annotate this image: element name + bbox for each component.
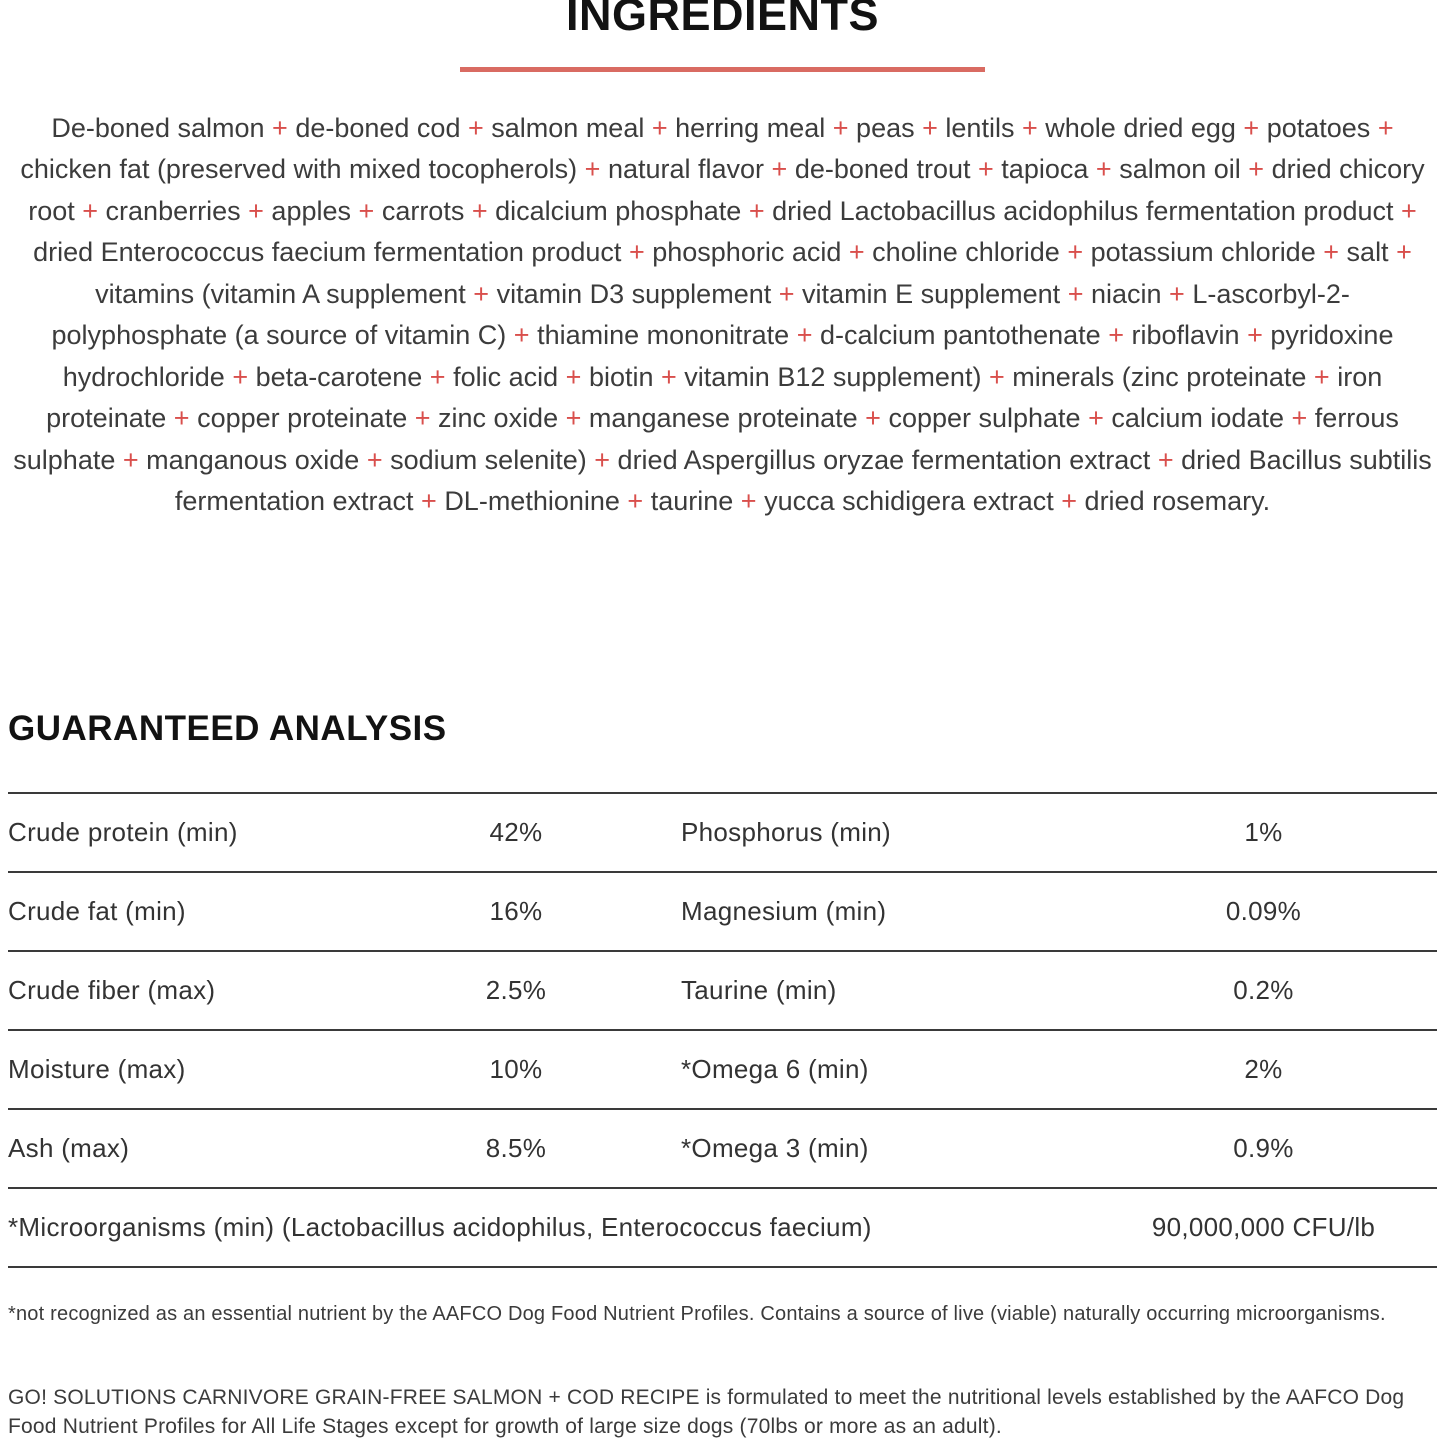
ingredient-item: de-boned trout — [794, 154, 971, 185]
plus-separator: + — [1169, 278, 1185, 309]
ingredient-item: iron proteinate — [46, 361, 1383, 434]
nutrient-value: 10% — [489, 1053, 543, 1084]
ingredient-item: taurine — [650, 486, 734, 517]
ingredient-item: potatoes — [1266, 112, 1371, 143]
ingredient-item: choline chloride — [872, 237, 1060, 268]
ingredient-item: yucca schidigera extract — [764, 486, 1054, 517]
plus-separator: + — [848, 237, 865, 268]
nutrient-value: 90,000,000 CFU/lb — [1151, 1211, 1376, 1242]
ingredient-item: dried Bacillus subtilis fermentation extract — [174, 444, 1432, 517]
nutrient-label: Taurine (min) — [681, 974, 837, 1005]
ingredient-item: dried rosemary. — [1084, 486, 1271, 517]
ingredient-item: dried Aspergillus oryzae fermentation extract — [617, 444, 1151, 475]
plus-separator: + — [82, 195, 99, 226]
plus-separator: + — [1108, 320, 1124, 351]
ingredient-item: salmon oil — [1119, 154, 1241, 185]
ingredient-item: biotin — [588, 361, 654, 392]
plus-separator: + — [740, 486, 757, 517]
plus-separator: + — [1396, 237, 1412, 268]
ingredient-item: potassium chloride — [1090, 237, 1316, 268]
nutrient-value: 0.9% — [1233, 1132, 1294, 1163]
ingredient-item: carrots — [381, 195, 465, 226]
ingredient-item: sodium selenite) — [390, 444, 587, 475]
ingredient-item: L-ascorbyl-2-polyphosphate (a source of vitamin C) — [51, 278, 1350, 351]
nutrient-label: Magnesium (min) — [681, 895, 887, 926]
ingredient-item: manganous oxide — [146, 444, 360, 475]
nutrient-value: 2.5% — [485, 974, 547, 1005]
plus-separator: + — [978, 154, 994, 185]
plus-separator: + — [467, 112, 484, 143]
ingredient-item: De-boned salmon — [51, 112, 265, 143]
guaranteed-analysis-table — [8, 792, 1437, 1268]
aafco-statement: GO! SOLUTIONS CARNIVORE GRAIN-FREE SALMON + COD RECIPE is formulated to meet the nutritional levels established by the AAFCO Dog Food Nutrient Profiles for All Life Stages except for growth of large size dogs (70lbs or more as an adult). — [8, 1385, 1405, 1438]
plus-separator: + — [1088, 403, 1104, 434]
ingredient-item: whole dried egg — [1045, 112, 1236, 143]
plus-separator: + — [1313, 361, 1330, 392]
analysis-row-microorganisms — [8, 1187, 1437, 1266]
plus-separator: + — [421, 486, 437, 517]
plus-separator: + — [565, 361, 582, 392]
ingredient-item: peas — [856, 112, 915, 143]
plus-separator: + — [771, 154, 788, 185]
nutrient-label: Crude fiber (max) — [8, 974, 216, 1005]
nutrient-label: Phosphorus (min) — [681, 816, 891, 847]
ingredients-title: INGREDIENTS — [565, 0, 880, 40]
ingredient-item: salmon meal — [491, 112, 645, 143]
plus-separator: + — [173, 403, 190, 434]
plus-separator: + — [122, 444, 139, 475]
plus-separator: + — [473, 278, 490, 309]
plus-separator: + — [272, 112, 288, 143]
nutrient-label: Crude fat (min) — [8, 895, 186, 926]
ingredient-item: calcium iodate — [1111, 403, 1284, 434]
plus-separator: + — [471, 195, 488, 226]
ingredient-item: copper sulphate — [888, 403, 1081, 434]
plus-separator: + — [628, 237, 645, 268]
plus-separator: + — [748, 195, 765, 226]
plus-separator: + — [232, 361, 249, 392]
plus-separator: + — [1157, 444, 1174, 475]
plus-separator: + — [651, 112, 668, 143]
ingredient-item: salt — [1346, 237, 1389, 268]
nutrient-value: 16% — [489, 895, 543, 926]
ingredient-item: lentils — [945, 112, 1015, 143]
ingredient-item: minerals (zinc proteinate — [1012, 361, 1307, 392]
analysis-row — [8, 871, 1437, 950]
guaranteed-analysis-title: GUARANTEED ANALYSIS — [8, 708, 447, 748]
nutrient-value: 42% — [489, 816, 543, 847]
nutrient-value: 1% — [1244, 816, 1283, 847]
nutrient-label: *Omega 3 (min) — [681, 1132, 869, 1163]
plus-separator: + — [1021, 112, 1038, 143]
plus-separator: + — [594, 444, 611, 475]
plus-separator: + — [922, 112, 938, 143]
ingredient-item: vitamins (vitamin A supplement — [95, 278, 466, 309]
ingredient-item: cranberries — [105, 195, 241, 226]
ingredient-item: tapioca — [1001, 154, 1089, 185]
nutrient-value: 8.5% — [485, 1132, 547, 1163]
plus-separator: + — [778, 278, 795, 309]
ingredient-item: de-boned cod — [295, 112, 461, 143]
plus-separator: + — [1291, 403, 1308, 434]
analysis-row — [8, 792, 1437, 871]
plus-separator: + — [366, 444, 383, 475]
plus-separator: + — [865, 403, 881, 434]
nutrient-value: 0.09% — [1225, 895, 1302, 926]
plus-separator: + — [1401, 195, 1417, 226]
analysis-footnote: *not recognized as an essential nutrient by the AAFCO Dog Food Nutrient Profiles. Contains a source of live (viable) naturally occurring microorganisms. — [8, 1302, 1386, 1325]
ingredient-item: apples — [271, 195, 351, 226]
ingredient-item: manganese proteinate — [588, 403, 858, 434]
ingredient-item: herring meal — [675, 112, 826, 143]
nutrient-label: *Microorganisms (min) (Lactobacillus acidophilus, Enterococcus faecium) — [8, 1211, 872, 1242]
ingredient-item: zinc oxide — [438, 403, 559, 434]
title-underline-rule — [460, 67, 985, 72]
ingredient-item: riboflavin — [1131, 320, 1240, 351]
nutrient-label: Crude protein (min) — [8, 816, 238, 847]
plus-separator: + — [1067, 237, 1084, 268]
ingredient-item: dried chicory root — [28, 154, 1425, 226]
ingredient-item: dried Lactobacillus acidophilus fermentation product — [772, 195, 1394, 226]
ingredient-item: folic acid — [453, 361, 559, 392]
ingredients-paragraph — [8, 108, 1437, 523]
ingredient-item: vitamin D3 supplement — [496, 278, 772, 309]
plus-separator: + — [414, 403, 431, 434]
ingredient-item: chicken fat (preserved with mixed tocopherols) — [20, 154, 578, 185]
ingredient-item: dicalcium phosphate — [495, 195, 742, 226]
ingredient-item: niacin — [1090, 278, 1162, 309]
nutrient-label: *Omega 6 (min) — [681, 1053, 869, 1084]
nutrient-value: 0.2% — [1233, 974, 1294, 1005]
nutrient-label: Ash (max) — [8, 1132, 130, 1163]
plus-separator: + — [565, 403, 582, 434]
ingredient-item: vitamin B12 supplement) — [684, 361, 982, 392]
plus-separator: + — [1377, 112, 1394, 143]
plus-separator: + — [1248, 154, 1265, 185]
plus-separator: + — [1243, 112, 1260, 143]
plus-separator: + — [661, 361, 677, 392]
plus-separator: + — [796, 320, 813, 351]
ingredient-item: dried Enterococcus faecium fermentation product — [33, 237, 622, 268]
ingredient-item: vitamin E supplement — [802, 278, 1061, 309]
ingredient-item: copper proteinate — [197, 403, 408, 434]
plus-separator: + — [584, 154, 601, 185]
analysis-row — [8, 950, 1437, 1029]
plus-separator: + — [1067, 278, 1084, 309]
ingredient-item: DL-methionine — [444, 486, 620, 517]
analysis-row — [8, 1108, 1437, 1187]
ingredient-item: natural flavor — [607, 154, 765, 185]
analysis-row — [8, 1029, 1437, 1108]
plus-separator: + — [1095, 154, 1112, 185]
plus-separator: + — [988, 361, 1005, 392]
plus-separator: + — [1061, 486, 1078, 517]
plus-separator: + — [358, 195, 375, 226]
nutrient-label: Moisture (max) — [8, 1053, 186, 1084]
ingredient-item: thiamine mononitrate — [537, 320, 790, 351]
plus-separator: + — [248, 195, 264, 226]
ingredient-item: beta-carotene — [255, 361, 423, 392]
ingredient-item: d-calcium pantothenate — [820, 320, 1101, 351]
plus-separator: + — [832, 112, 849, 143]
plus-separator: + — [1247, 320, 1263, 351]
ingredient-item: ferrous sulphate — [13, 403, 1399, 475]
plus-separator: + — [513, 320, 530, 351]
nutrient-value: 2% — [1244, 1053, 1283, 1084]
plus-separator: + — [1323, 237, 1340, 268]
plus-separator: + — [429, 361, 446, 392]
ingredient-item: phosphoric acid — [652, 237, 842, 268]
ingredient-item: pyridoxine hydrochloride — [62, 320, 1394, 392]
plus-separator: + — [627, 486, 644, 517]
